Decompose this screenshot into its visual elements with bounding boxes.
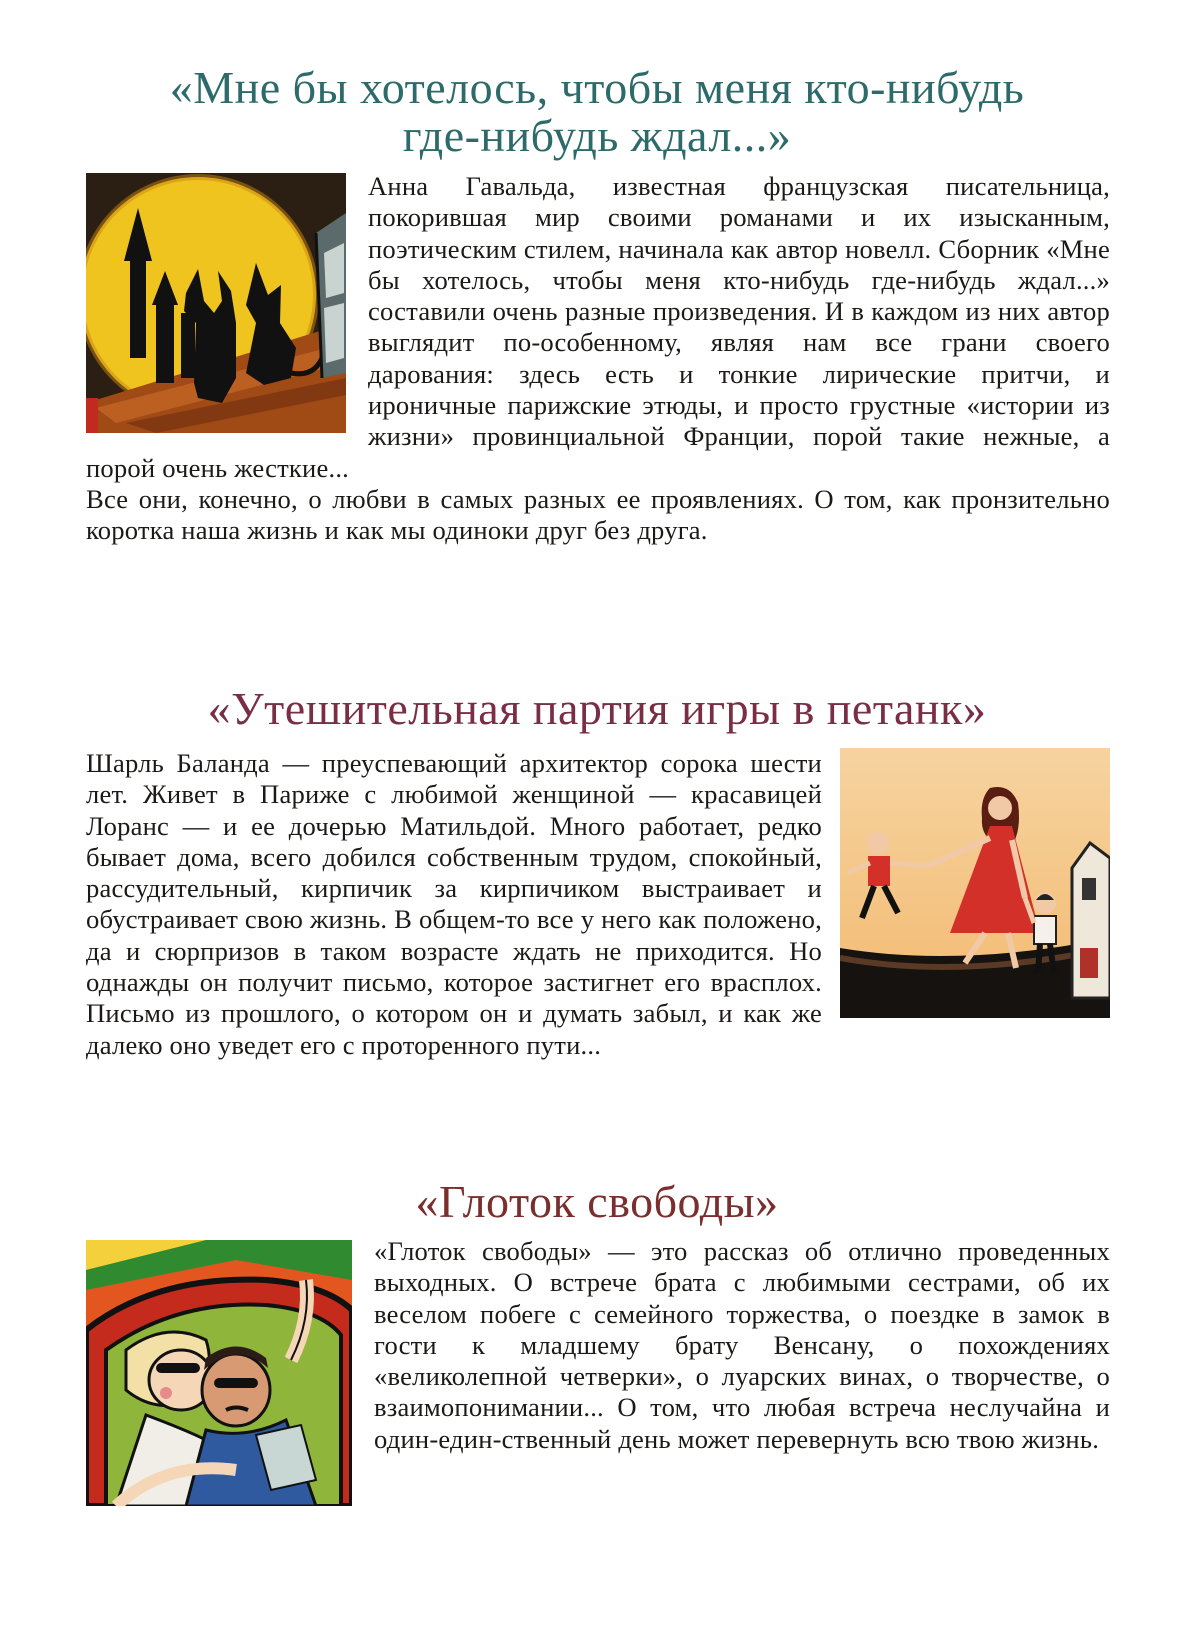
- moon-castle-cats-illustration: [86, 173, 346, 433]
- section3-title: «Глоток свободы»: [415, 1176, 779, 1227]
- section1-title: [0, 64, 1194, 160]
- woman-with-children-illustration: [840, 748, 1110, 1018]
- couple-in-car-illustration: [86, 1240, 352, 1506]
- section1-paragraph2: Все они, конечно, о любви в самых разных ее проявлениях. О том, как пронзительно коротка наша жизнь и как мы одиноки друг без друга.: [86, 483, 1110, 546]
- section3-paragraph: «Глоток свободы» — это рассказ об отлично проведенных выходных. О встрече брата с любимыми сестрами, об их веселом побеге с семейного торжества, о поездке в замок в гости к младшему брату Венсану, о похождениях «великолепной четверки», о луарских винах, о творчестве, о взаимопонимании... О том, что любая встреча неслучайна и один-един-ственный день может перевернуть всю твою жизнь.: [374, 1236, 1110, 1454]
- section1-body: [86, 171, 1110, 547]
- section1-paragraph1: Анна Гавальда, известная французская писательница, покорившая мир своими романами и их изысканным, поэтическим стилем, начинала как автор новелл. Сборник «Мне бы хотелось, чтобы меня кто-нибудь где-нибудь ждал...» составили очень разные произведения. И в каждом из них автор выглядит по-особенному, являя нам все грани своего дарования: здесь есть и тонкие лирические притчи, и ироничные парижские этюды, и просто грустные «истории из жизни» провинциальной Франции, порой такие нежные, а порой очень жесткие...: [86, 171, 1110, 483]
- section2-title: «Утешительная партия игры в петанк»: [207, 683, 987, 734]
- section3-body: [86, 1236, 1110, 1506]
- section2-body: [86, 748, 1110, 1061]
- section1-title-line2: где-нибудь ждал...»: [402, 110, 792, 161]
- section2-paragraph: Шарль Баланда — преуспевающий архитектор сорока шести лет. Живет в Париже с любимой женщиной — красавицей Лоранс — и ее дочерью Матильдой. Много работает, редко бывает дома, всего добился собственным трудом, спокойный, рассудительный, кирпичик за кирпичиком выстраивает и обустраивает свою жизнь. В общем-то все у него как положено, да и сюрпризов в таком возрасте ждать не приходится. Но однажды он получит письмо, которое застигнет его врасплох. Письмо из прошлого, о котором он и думать забыл, и как же далеко оно уведет его с проторенного пути...: [86, 748, 822, 1060]
- section1-title-line1: «Мне бы хотелось, чтобы меня кто-нибудь: [169, 62, 1025, 113]
